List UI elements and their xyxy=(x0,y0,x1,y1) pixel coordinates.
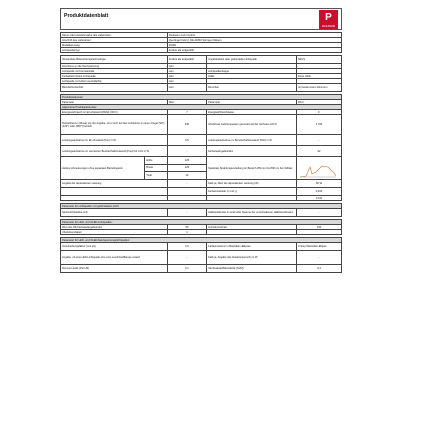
cell: Farbwertanteile (x und y) xyxy=(207,188,297,196)
table-row xyxy=(61,157,342,165)
column-header: Wert xyxy=(167,100,206,105)
table-row xyxy=(61,48,342,53)
cell xyxy=(61,196,168,201)
cell: Spitzenlichtstärke (cd) xyxy=(61,209,168,217)
cell: - xyxy=(167,251,206,265)
cell: Lichtquellenkappe xyxy=(207,69,297,74)
cell: - xyxy=(297,209,342,217)
cell: 0,1 xyxy=(167,265,206,273)
cell: Falls ja, Angabe des Ersatzanspruchs in W xyxy=(207,251,297,265)
cell: 13 xyxy=(167,172,206,180)
cell: 1 xyxy=(167,230,206,235)
supplier-value: 29182 xyxy=(167,43,341,48)
supplier-label: Lichtquellentyp: xyxy=(61,48,168,53)
cell: 125 xyxy=(167,157,206,165)
technology-table xyxy=(60,55,342,92)
table-row xyxy=(61,135,342,146)
table-row xyxy=(61,180,342,188)
cell: 7 xyxy=(167,110,206,115)
cell: 6,5 xyxy=(167,135,206,146)
cell: - xyxy=(167,146,206,157)
paulmann-logo xyxy=(319,10,338,29)
logo-letter: P xyxy=(325,12,332,23)
cell: Ungebündelte oder gebündelte Lichtquelle xyxy=(207,56,297,64)
cell: Leistungsaufnahme im vernetzten Bereitschaftszustand (Pnet) für CLS in W xyxy=(61,146,168,157)
cell: keine Hülle xyxy=(297,74,342,79)
section-heading: Produktparameter xyxy=(61,95,342,100)
cell: 0,4 xyxy=(297,265,342,273)
cell: nein xyxy=(167,84,206,92)
cell: Verwendete Beleuchtungstechnologie: xyxy=(61,56,168,64)
cell: Blendschutzschild: xyxy=(61,84,168,92)
cell: 640 xyxy=(167,115,206,135)
cell: Halbwertsbreite in Grad oder Spanne der verschiedenen Halbwertsbreiten xyxy=(207,209,297,217)
table-row xyxy=(61,209,342,217)
column-header: Parameter xyxy=(61,100,168,105)
table-row xyxy=(61,115,342,135)
directional-table xyxy=(60,203,342,217)
cell: 100 xyxy=(297,225,342,230)
cell xyxy=(167,188,206,196)
cell: Nutzlichtstrom (Φuse) mit der Angabe, ob er sich auf den Lichtstrom in einem Kegel (90°), (120°) oder (360°) bezieht xyxy=(61,115,168,135)
supplier-table xyxy=(60,32,342,53)
table-row xyxy=(61,196,342,201)
cell xyxy=(297,230,342,235)
table-row xyxy=(61,56,342,64)
cell: - xyxy=(167,209,206,217)
datasheet xyxy=(60,8,342,436)
cell: 125 xyxy=(167,164,206,172)
supplier-label: Modellkennung: xyxy=(61,43,168,48)
spectrum-graph xyxy=(298,157,338,179)
cell: 0,460 xyxy=(297,188,342,196)
table-row xyxy=(61,230,342,235)
table-row xyxy=(61,84,342,92)
cell: Hülle: xyxy=(207,74,297,79)
datasheet-title: Produktdatenblatt xyxy=(64,13,109,19)
cell: nein xyxy=(167,69,206,74)
cell: Breite xyxy=(145,164,167,172)
section-heading: Allgemeine Produktparameter: xyxy=(61,105,342,110)
cell: F xyxy=(297,110,342,115)
spectrum-svg xyxy=(298,157,338,179)
cell: Stroboskopeffekt-Metrik (SVM) xyxy=(207,265,297,273)
cell: nein xyxy=(167,79,206,84)
cell: Leistungsaufnahme im Ein-Zustand (Pon) in W xyxy=(61,135,168,146)
cell: Farbabstimmbare Lichtquelle: xyxy=(61,74,168,79)
cell: 0,9 xyxy=(167,243,206,251)
cell: Lichtquelle mit Konnektivität xyxy=(61,69,168,74)
table-row xyxy=(61,188,342,196)
cell: Spektrale Strahlungsverteilung im Bereich 250 nm bis 800 nm bei Volllast xyxy=(207,157,297,180)
cell: - xyxy=(167,180,206,188)
supplier-label: Name oder Handelsmarke des Lieferanten: xyxy=(61,33,168,38)
cell: Angabe der äquivalenten Leistung xyxy=(61,180,168,188)
cell xyxy=(167,196,206,201)
supplier-label: Anschrift des Lieferanten: xyxy=(61,38,168,43)
table-row xyxy=(61,146,342,157)
column-header: Wert xyxy=(297,100,342,105)
cell: Wert des R9-Farbwiedergabeindex xyxy=(61,225,168,230)
cell: nein xyxy=(167,74,206,79)
cell: 60 xyxy=(167,225,206,230)
section-heading: Parameter für Lichtquellen mit gebündeltem Licht: xyxy=(61,204,342,209)
cell: 0,411 xyxy=(297,196,342,201)
cell: Flimmermetrik (Pst LM) xyxy=(61,265,168,273)
column-header: Parameter xyxy=(207,100,297,105)
cell: Farbwiedergabeindex xyxy=(207,146,297,157)
cell: Energieeffizienzklasse xyxy=(207,110,297,115)
supplier-value: Andere als aufgezählt xyxy=(167,48,341,53)
led-table xyxy=(60,219,342,235)
cell: 50 W xyxy=(297,180,342,188)
cell: Tiefe xyxy=(145,172,167,180)
cell: NDLS xyxy=(297,56,342,64)
cell: Andere als aufgezählt xyxy=(167,56,206,64)
cell xyxy=(61,188,168,196)
section-heading: Parameter für LED- und OLED-Netzspannungslichtquellen: xyxy=(61,238,342,243)
cell: Anschluss an die Netzspannung xyxy=(61,64,168,69)
cell: Leistungsaufnahme im Bereitschaftszustand (Psb) in W xyxy=(207,135,297,146)
cell: Dimmbar: xyxy=(207,84,297,92)
table-row xyxy=(61,265,342,273)
table-row xyxy=(61,243,342,251)
spectrum-line xyxy=(300,166,336,177)
table-row xyxy=(61,251,342,265)
logo-brand-name: PAULMANN xyxy=(321,25,336,28)
supplier-value: Paulmann Licht GmbH xyxy=(167,33,341,38)
cell: - xyxy=(297,135,342,146)
product-parameters-table xyxy=(60,94,342,201)
cell: Äußere Abmessungen ohne separates Betriebsgerät xyxy=(61,157,145,180)
cell: Falls ja, Wert der äquivalenten Leistung (W) xyxy=(207,180,297,188)
datasheet-header xyxy=(60,8,342,30)
cell: Höhe xyxy=(145,157,167,165)
cell: nein xyxy=(167,64,206,69)
cell: Ähnlichste Farbtemperatur gerundet auf die nächsten 100 K xyxy=(207,115,297,135)
cell: Überlebensfaktor xyxy=(61,230,168,235)
supplier-value: Quezinger Feld 2, DE-31832 Springe-Völksen xyxy=(167,38,341,43)
cell: Angabe, ob eine LED-Lichtquelle eine eine Leuchtstofflampe ersetzt xyxy=(61,251,168,265)
cell: Energieverbrauch im Ein-Zustand (kWh/1 000 h) xyxy=(61,110,168,115)
cell xyxy=(207,196,297,201)
section-heading: Parameter für LED- und OLED-Lichtquellen: xyxy=(61,220,342,225)
cell: Lichtstromerhalt xyxy=(207,225,297,230)
spectrum-cell xyxy=(297,157,342,180)
cell: mit bestimmtem Dimmern xyxy=(297,84,342,92)
cell: - xyxy=(297,251,342,265)
cell: 3-Step MacAdam-Ellipse xyxy=(297,243,342,251)
cell: 92 xyxy=(297,146,342,157)
cell: Farbkonsistenz in MacAdam-Ellipsen xyxy=(207,243,297,251)
led-mains-table xyxy=(60,237,342,273)
cell: Lichtquelle mit hoher Leuchtdichte: xyxy=(61,79,168,84)
cell: 2 700 xyxy=(297,115,342,135)
cell xyxy=(207,230,297,235)
cell: Verschiebungsfaktor (cos φ1) xyxy=(61,243,168,251)
